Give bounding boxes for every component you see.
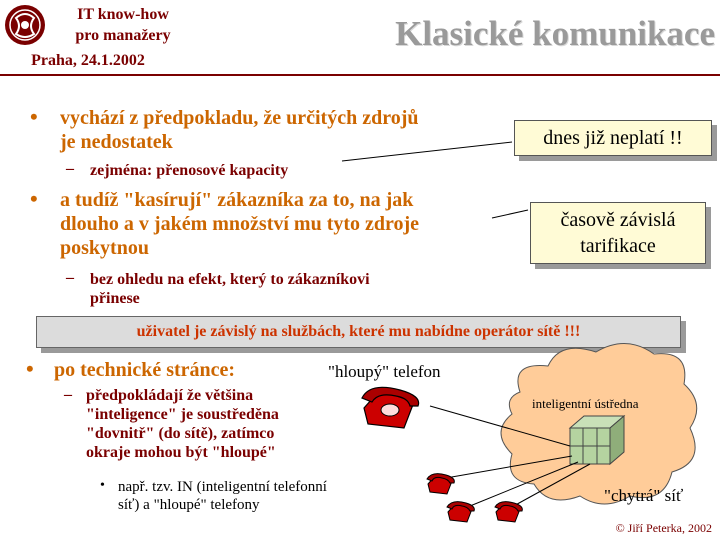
bullet-2-sub-line1: bez ohledu na efekt, který to zákazníkovi — [90, 271, 370, 288]
dumb-phone-label: "hloupý" telefon — [328, 362, 441, 381]
bullet-marker: • — [30, 186, 38, 211]
header-org-line2: pro manažery — [75, 27, 171, 44]
page-title: Klasické komunikace — [395, 14, 715, 53]
bullet-1-line2: je nedostatek — [60, 131, 173, 153]
telephone-icon — [495, 502, 522, 522]
bullet-1-sub: zejména: přenosové kapacity — [90, 162, 289, 179]
bullet-3-sub-line2: "inteligence" je soustředěna — [86, 406, 279, 423]
copyright: © Jiří Peterka, 2002 — [615, 521, 712, 535]
bullet-3-sub-line1: předpokládají že většina — [86, 387, 254, 404]
bullet-3: po technické stránce: — [54, 359, 236, 381]
sub-sub-marker: • — [100, 478, 105, 493]
header-org-line1: IT know-how — [77, 6, 169, 23]
callout-connector-2 — [492, 210, 528, 218]
telephone-icon — [427, 474, 454, 494]
bullet-3-subsub-line2: síť) a "hloupé" telefony — [118, 497, 260, 513]
dash-marker: – — [66, 269, 74, 286]
bullet-2-line2: dlouho a v jakém množství mu tyto zdroje — [60, 213, 420, 235]
telephone-icon — [362, 387, 419, 428]
bullet-3-subsub-line1: např. tzv. IN (inteligentní telefonní — [118, 479, 327, 495]
exchange-icon — [570, 416, 624, 464]
callout-connector-1 — [342, 142, 512, 161]
bullet-marker: • — [30, 104, 38, 129]
dependency-banner: uživatel je závislý na službách, které mu nabídne operátor sítě !!! — [36, 316, 681, 348]
bullet-1-line1: vychází z předpokladu, že určitých zdrojů — [60, 107, 419, 129]
telephone-icon — [447, 502, 474, 522]
bullet-marker: • — [26, 356, 34, 381]
bullet-3-sub-line4: okraje mohou být "hloupé" — [86, 444, 276, 461]
callout-time-tariff-line1: časově závislá — [560, 209, 676, 231]
exchange-label: inteligentní ústředna — [532, 396, 639, 411]
bullet-3-sub-line3: "dovnitř" (do sítě), zatímco — [86, 425, 275, 442]
callout-time-tariff-line2: tarifikace — [580, 235, 656, 257]
bullet-2-sub-line2: přinese — [90, 290, 140, 307]
bullet-2-line1: a tudíž "kasírují" zákazníka za to, na jak — [60, 189, 414, 211]
smart-network-label: "chytrá" síť — [604, 486, 684, 505]
callout-no-longer-valid: dnes již neplatí !! — [514, 120, 712, 156]
header-date: Praha, 24.1.2002 — [31, 52, 145, 69]
dash-marker: – — [64, 386, 72, 403]
bullet-2-line3: poskytnou — [60, 237, 149, 259]
dash-marker: – — [66, 160, 74, 177]
